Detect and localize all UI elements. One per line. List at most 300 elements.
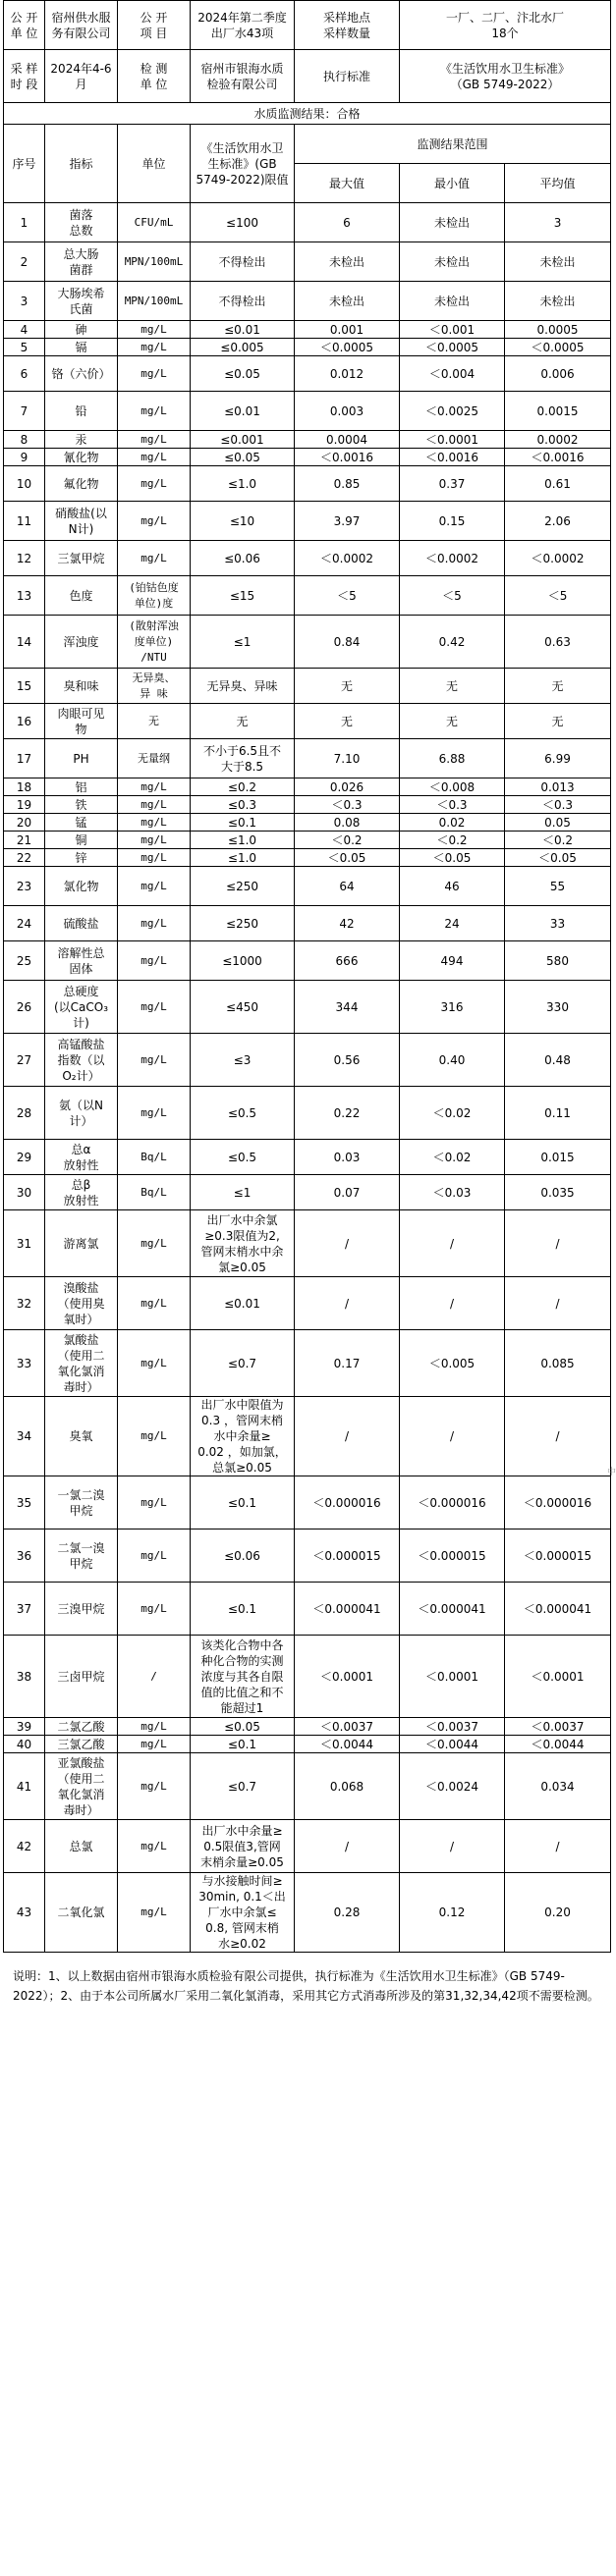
row-avg: 0.035 — [505, 1175, 611, 1210]
table-row — [4, 796, 611, 814]
row-min: / — [400, 1210, 505, 1277]
table-row — [4, 1175, 611, 1210]
row-seq: 6 — [4, 356, 45, 392]
row-min: ＜0.000041 — [400, 1583, 505, 1636]
row-unit: mg/L — [118, 1530, 191, 1583]
row-seq: 40 — [4, 1736, 45, 1753]
col-limit-header: 《生活饮用水卫 生标准》(GB 5749-2022)限值 — [191, 125, 295, 203]
row-min: / — [400, 1820, 505, 1873]
row-max: 0.0004 — [295, 431, 400, 449]
row-avg: ＜0.0001 — [505, 1636, 611, 1718]
row-max: ＜5 — [295, 576, 400, 616]
table-row — [4, 242, 611, 282]
table-row — [4, 339, 611, 356]
publish-item-value: 2024年第二季度 出厂水43项 — [191, 1, 295, 50]
row-limit: 与水接触时间≥ 30min, 0.1＜出 厂水中余氯≤ 0.8, 管网末梢 水≥0.02 — [191, 1873, 295, 1953]
table-row — [4, 1530, 611, 1583]
col-item-header: 指标 — [45, 125, 118, 203]
row-max: 0.001 — [295, 321, 400, 339]
row-avg: ＜0.0002 — [505, 541, 611, 576]
row-seq: 16 — [4, 704, 45, 739]
row-avg: ＜0.0005 — [505, 339, 611, 356]
row-avg: 0.015 — [505, 1140, 611, 1175]
row-seq: 4 — [4, 321, 45, 339]
row-item: 溴酸盐 （使用臭 氧时） — [45, 1277, 118, 1330]
row-limit: ≤250 — [191, 906, 295, 941]
row-item: 总α 放射性 — [45, 1140, 118, 1175]
row-unit: mg/L — [118, 431, 191, 449]
row-limit: ≤1000 — [191, 941, 295, 981]
row-item: 臭氧 — [45, 1397, 118, 1476]
table-row — [4, 1736, 611, 1753]
row-seq: 33 — [4, 1330, 45, 1397]
row-item: 游离氯 — [45, 1210, 118, 1277]
row-avg: 无 — [505, 669, 611, 704]
row-limit: ≤0.1 — [191, 1736, 295, 1753]
row-unit: mg/L — [118, 339, 191, 356]
row-avg: / — [505, 1210, 611, 1277]
row-limit: ≤0.7 — [191, 1330, 295, 1397]
col-min-header: 最小值 — [400, 164, 505, 203]
edge-mark: 中 — [607, 1468, 616, 1477]
row-avg: 580 — [505, 941, 611, 981]
row-unit: mg/L — [118, 941, 191, 981]
row-avg: ＜0.000041 — [505, 1583, 611, 1636]
row-item: 铬（六价） — [45, 356, 118, 392]
row-limit: ≤1.0 — [191, 849, 295, 867]
table-row — [4, 669, 611, 704]
row-seq: 36 — [4, 1530, 45, 1583]
publish-item-label: 公 开 项 目 — [118, 1, 191, 50]
row-max: ＜0.000016 — [295, 1476, 400, 1530]
row-avg: ＜0.0016 — [505, 449, 611, 466]
row-limit: ≤15 — [191, 576, 295, 616]
row-avg: 未检出 — [505, 282, 611, 321]
row-item: 氟化物 — [45, 466, 118, 502]
row-limit: ≤0.01 — [191, 392, 295, 431]
row-item: 总β 放射性 — [45, 1175, 118, 1210]
row-limit: 不得检出 — [191, 242, 295, 282]
row-item: 氯化物 — [45, 867, 118, 906]
row-avg: 0.63 — [505, 616, 611, 669]
row-max: 0.07 — [295, 1175, 400, 1210]
row-item: 锌 — [45, 849, 118, 867]
row-max: 0.85 — [295, 466, 400, 502]
table-row — [4, 704, 611, 739]
row-unit: CFU/mL — [118, 203, 191, 242]
row-min: 未检出 — [400, 203, 505, 242]
row-max: ＜0.0044 — [295, 1736, 400, 1753]
row-unit: (散射浑浊 度单位) /NTU — [118, 616, 191, 669]
row-seq: 7 — [4, 392, 45, 431]
row-unit: mg/L — [118, 1087, 191, 1140]
row-item: 三卤甲烷 — [45, 1636, 118, 1718]
row-max: ＜0.3 — [295, 796, 400, 814]
row-seq: 29 — [4, 1140, 45, 1175]
row-avg: ＜0.0037 — [505, 1718, 611, 1736]
table-row — [4, 502, 611, 541]
report-container — [3, 0, 610, 2006]
row-item: 菌落 总数 — [45, 203, 118, 242]
row-item: 浑浊度 — [45, 616, 118, 669]
row-unit: 无量纲 — [118, 739, 191, 778]
row-seq: 23 — [4, 867, 45, 906]
row-avg: 55 — [505, 867, 611, 906]
row-unit: mg/L — [118, 1330, 191, 1397]
row-min: ＜0.02 — [400, 1140, 505, 1175]
row-seq: 32 — [4, 1277, 45, 1330]
table-row — [4, 1820, 611, 1873]
row-unit: mg/L — [118, 1583, 191, 1636]
row-max: 344 — [295, 981, 400, 1034]
table-row — [4, 321, 611, 339]
row-limit: ≤450 — [191, 981, 295, 1034]
row-avg: 未检出 — [505, 242, 611, 282]
row-min: 无 — [400, 704, 505, 739]
row-avg: 2.06 — [505, 502, 611, 541]
row-item: 总大肠 菌群 — [45, 242, 118, 282]
row-seq: 24 — [4, 906, 45, 941]
row-item: 色度 — [45, 576, 118, 616]
row-min: ＜0.2 — [400, 832, 505, 849]
row-min: / — [400, 1397, 505, 1476]
row-limit: 不小于6.5且不 大于8.5 — [191, 739, 295, 778]
row-seq: 13 — [4, 576, 45, 616]
row-item: 硝酸盐(以 N计) — [45, 502, 118, 541]
row-limit: ≤0.06 — [191, 541, 295, 576]
table-row — [4, 941, 611, 981]
row-unit: Bq/L — [118, 1175, 191, 1210]
table-row — [4, 814, 611, 832]
row-item: 铜 — [45, 832, 118, 849]
table-row — [4, 1583, 611, 1636]
row-avg: ＜0.000015 — [505, 1530, 611, 1583]
row-avg: 6.99 — [505, 739, 611, 778]
row-seq: 5 — [4, 339, 45, 356]
header-row-2 — [4, 50, 611, 103]
row-max: 0.068 — [295, 1753, 400, 1820]
row-seq: 15 — [4, 669, 45, 704]
row-max: 0.17 — [295, 1330, 400, 1397]
row-limit: ≤0.06 — [191, 1530, 295, 1583]
table-row — [4, 832, 611, 849]
row-limit: 无 — [191, 704, 295, 739]
row-item: 铅 — [45, 392, 118, 431]
row-limit: ≤0.3 — [191, 796, 295, 814]
row-max: / — [295, 1277, 400, 1330]
row-max: 未检出 — [295, 282, 400, 321]
col-unit-header: 单位 — [118, 125, 191, 203]
row-avg: 0.013 — [505, 778, 611, 796]
row-avg: 0.0005 — [505, 321, 611, 339]
row-max: ＜0.0016 — [295, 449, 400, 466]
row-seq: 20 — [4, 814, 45, 832]
row-avg: ＜5 — [505, 576, 611, 616]
row-max: ＜0.0037 — [295, 1718, 400, 1736]
row-limit: ≤0.2 — [191, 778, 295, 796]
row-min: ＜0.004 — [400, 356, 505, 392]
row-min: 未检出 — [400, 282, 505, 321]
row-item: 氯酸盐 （使用二 氧化氯消 毒时） — [45, 1330, 118, 1397]
col-avg-header: 平均值 — [505, 164, 611, 203]
row-unit: mg/L — [118, 502, 191, 541]
row-unit: mg/L — [118, 1873, 191, 1953]
row-unit: mg/L — [118, 1210, 191, 1277]
row-avg: 无 — [505, 704, 611, 739]
row-seq: 39 — [4, 1718, 45, 1736]
row-limit: ≤0.05 — [191, 449, 295, 466]
row-min: 0.15 — [400, 502, 505, 541]
row-min: 0.02 — [400, 814, 505, 832]
row-min: 6.88 — [400, 739, 505, 778]
row-unit: mg/L — [118, 1736, 191, 1753]
row-max: ＜0.2 — [295, 832, 400, 849]
row-limit: 出厂水中余氯 ≥0.3限值为2, 管网末梢水中余 氯≥0.05 — [191, 1210, 295, 1277]
row-max: ＜0.000015 — [295, 1530, 400, 1583]
table-row — [4, 1140, 611, 1175]
row-max: 666 — [295, 941, 400, 981]
row-min: 0.12 — [400, 1873, 505, 1953]
row-item: 肉眼可见 物 — [45, 704, 118, 739]
row-max: 42 — [295, 906, 400, 941]
row-min: ＜0.000015 — [400, 1530, 505, 1583]
row-max: / — [295, 1820, 400, 1873]
row-avg: ＜0.3 — [505, 796, 611, 814]
row-max: ＜0.05 — [295, 849, 400, 867]
row-limit: ≤0.01 — [191, 321, 295, 339]
table-row — [4, 1873, 611, 1953]
row-item: 溶解性总 固体 — [45, 941, 118, 981]
publish-unit-value: 宿州供水服 务有限公司 — [45, 1, 118, 50]
row-seq: 38 — [4, 1636, 45, 1718]
row-unit: mg/L — [118, 1034, 191, 1087]
row-limit: ≤3 — [191, 1034, 295, 1087]
table-row — [4, 1476, 611, 1530]
row-item: 三氯甲烷 — [45, 541, 118, 576]
row-item: 三溴甲烷 — [45, 1583, 118, 1636]
standard-value: 《生活饮用水卫生标准》 （GB 5749-2022） — [400, 50, 611, 103]
publish-unit-label: 公 开 单 位 — [4, 1, 45, 50]
row-min: ＜0.000016 — [400, 1476, 505, 1530]
row-seq: 28 — [4, 1087, 45, 1140]
row-avg: 0.0015 — [505, 392, 611, 431]
row-unit: mg/L — [118, 778, 191, 796]
row-avg: 0.085 — [505, 1330, 611, 1397]
row-avg: 0.61 — [505, 466, 611, 502]
table-row — [4, 739, 611, 778]
table-row — [4, 616, 611, 669]
row-seq: 12 — [4, 541, 45, 576]
row-min: ＜0.0044 — [400, 1736, 505, 1753]
row-limit: ≤0.001 — [191, 431, 295, 449]
row-max: ＜0.0002 — [295, 541, 400, 576]
row-item: 二氯乙酸 — [45, 1718, 118, 1736]
row-min: ＜0.0001 — [400, 431, 505, 449]
row-item: 汞 — [45, 431, 118, 449]
row-item: 亚氯酸盐 （使用二 氧化氯消 毒时） — [45, 1753, 118, 1820]
row-item: 铁 — [45, 796, 118, 814]
water-quality-table — [3, 0, 611, 1953]
row-min: ＜0.0001 — [400, 1636, 505, 1718]
testing-unit-label: 检 测 单 位 — [118, 50, 191, 103]
row-limit: ≤0.1 — [191, 1476, 295, 1530]
row-limit: ≤0.005 — [191, 339, 295, 356]
row-min: 0.37 — [400, 466, 505, 502]
row-max: 无 — [295, 704, 400, 739]
overall-result: 水质监测结果：合格 — [4, 103, 611, 125]
row-avg: ＜0.000016 — [505, 1476, 611, 1530]
row-seq: 34 — [4, 1397, 45, 1476]
row-seq: 18 — [4, 778, 45, 796]
row-avg: 0.0002 — [505, 431, 611, 449]
row-max: / — [295, 1210, 400, 1277]
row-min: ＜0.0005 — [400, 339, 505, 356]
row-item: 氨（以N 计） — [45, 1087, 118, 1140]
row-unit: mg/L — [118, 466, 191, 502]
table-body — [4, 203, 611, 1953]
row-limit: ≤0.05 — [191, 1718, 295, 1736]
row-limit: ≤1.0 — [191, 832, 295, 849]
row-min: 0.42 — [400, 616, 505, 669]
table-row — [4, 1034, 611, 1087]
row-max: 无 — [295, 669, 400, 704]
row-item: 铝 — [45, 778, 118, 796]
row-avg: 0.20 — [505, 1873, 611, 1953]
row-item: 三氯乙酸 — [45, 1736, 118, 1753]
row-avg: ＜0.05 — [505, 849, 611, 867]
row-avg: 3 — [505, 203, 611, 242]
row-unit: mg/L — [118, 906, 191, 941]
row-limit: ≤0.5 — [191, 1087, 295, 1140]
table-row — [4, 576, 611, 616]
row-max: 7.10 — [295, 739, 400, 778]
row-seq: 25 — [4, 941, 45, 981]
row-avg: 0.034 — [505, 1753, 611, 1820]
row-limit: ≤250 — [191, 867, 295, 906]
table-row — [4, 203, 611, 242]
row-item: PH — [45, 739, 118, 778]
row-seq: 41 — [4, 1753, 45, 1820]
row-avg: 330 — [505, 981, 611, 1034]
table-row — [4, 449, 611, 466]
row-unit: mg/L — [118, 981, 191, 1034]
row-seq: 22 — [4, 849, 45, 867]
row-min: ＜0.0016 — [400, 449, 505, 466]
result-row — [4, 103, 611, 125]
col-range-header: 监测结果范围 — [295, 125, 611, 164]
sampling-period-value: 2024年4-6 月 — [45, 50, 118, 103]
row-limit: ≤10 — [191, 502, 295, 541]
row-limit: 无异臭、异味 — [191, 669, 295, 704]
row-seq: 21 — [4, 832, 45, 849]
row-unit: (铂钴色度 单位)度 — [118, 576, 191, 616]
row-item: 一氯二溴 甲烷 — [45, 1476, 118, 1530]
row-limit: ≤0.1 — [191, 814, 295, 832]
sampling-period-label: 采 样 时 段 — [4, 50, 45, 103]
sampling-site-value: 一厂、二厂、汴北水厂 18个 — [400, 1, 611, 50]
row-item: 砷 — [45, 321, 118, 339]
row-min: 24 — [400, 906, 505, 941]
row-min: ＜0.0025 — [400, 392, 505, 431]
standard-label: 执行标准 — [295, 50, 400, 103]
row-seq: 35 — [4, 1476, 45, 1530]
row-max: 0.84 — [295, 616, 400, 669]
row-item: 镉 — [45, 339, 118, 356]
row-limit: ≤0.1 — [191, 1583, 295, 1636]
row-item: 大肠埃希 氏菌 — [45, 282, 118, 321]
table-row — [4, 356, 611, 392]
row-max: 0.03 — [295, 1140, 400, 1175]
table-row — [4, 1753, 611, 1820]
row-unit: mg/L — [118, 392, 191, 431]
row-max: 0.08 — [295, 814, 400, 832]
explanation-note: 说明：1、以上数据由宿州市银海水质检验有限公司提供，执行标准为《生活饮用水卫生标准》（GB 5749-2022）；2、由于本公司所属水厂采用二氧化氯消毒，采用其它方式消毒所涉及的第31,32,34,42项不需要检测。 — [13, 1969, 599, 2003]
row-seq: 26 — [4, 981, 45, 1034]
table-row — [4, 1087, 611, 1140]
table-row — [4, 431, 611, 449]
row-min: 未检出 — [400, 242, 505, 282]
row-seq: 14 — [4, 616, 45, 669]
col-max-header: 最大值 — [295, 164, 400, 203]
row-seq: 27 — [4, 1034, 45, 1087]
table-row — [4, 849, 611, 867]
row-min: ＜0.05 — [400, 849, 505, 867]
row-min: 46 — [400, 867, 505, 906]
row-min: 无 — [400, 669, 505, 704]
row-avg: / — [505, 1277, 611, 1330]
row-max: 6 — [295, 203, 400, 242]
row-seq: 42 — [4, 1820, 45, 1873]
table-row — [4, 1718, 611, 1736]
row-unit: mg/L — [118, 849, 191, 867]
row-min: ＜5 — [400, 576, 505, 616]
row-unit: Bq/L — [118, 1140, 191, 1175]
sampling-site-label: 采样地点 采样数量 — [295, 1, 400, 50]
row-max: / — [295, 1397, 400, 1476]
row-limit: ≤1.0 — [191, 466, 295, 502]
row-limit: ≤0.05 — [191, 356, 295, 392]
row-unit: mg/L — [118, 1718, 191, 1736]
row-avg: 0.11 — [505, 1087, 611, 1140]
row-min: ＜0.0037 — [400, 1718, 505, 1736]
table-row — [4, 1210, 611, 1277]
row-limit: 该类化合物中各 种化合物的实测 浓度与其各自限 值的比值之和不 能超过1 — [191, 1636, 295, 1718]
row-unit: mg/L — [118, 449, 191, 466]
row-limit: 出厂水中余量≥ 0.5限值3,管网 末梢余量≥0.05 — [191, 1820, 295, 1873]
table-row — [4, 867, 611, 906]
row-min: ＜0.0002 — [400, 541, 505, 576]
row-item: 总硬度 (以CaCO₃ 计) — [45, 981, 118, 1034]
row-max: 0.56 — [295, 1034, 400, 1087]
row-min: ＜0.3 — [400, 796, 505, 814]
row-limit: ≤0.7 — [191, 1753, 295, 1820]
row-seq: 19 — [4, 796, 45, 814]
row-min: 494 — [400, 941, 505, 981]
table-row — [4, 466, 611, 502]
row-limit: ≤100 — [191, 203, 295, 242]
table-row — [4, 1397, 611, 1476]
row-max: 64 — [295, 867, 400, 906]
table-row — [4, 392, 611, 431]
row-min: ＜0.02 — [400, 1087, 505, 1140]
row-max: 0.012 — [295, 356, 400, 392]
row-item: 臭和味 — [45, 669, 118, 704]
row-unit: mg/L — [118, 1476, 191, 1530]
row-min: ＜0.001 — [400, 321, 505, 339]
table-row — [4, 906, 611, 941]
row-seq: 37 — [4, 1583, 45, 1636]
row-avg: 0.006 — [505, 356, 611, 392]
